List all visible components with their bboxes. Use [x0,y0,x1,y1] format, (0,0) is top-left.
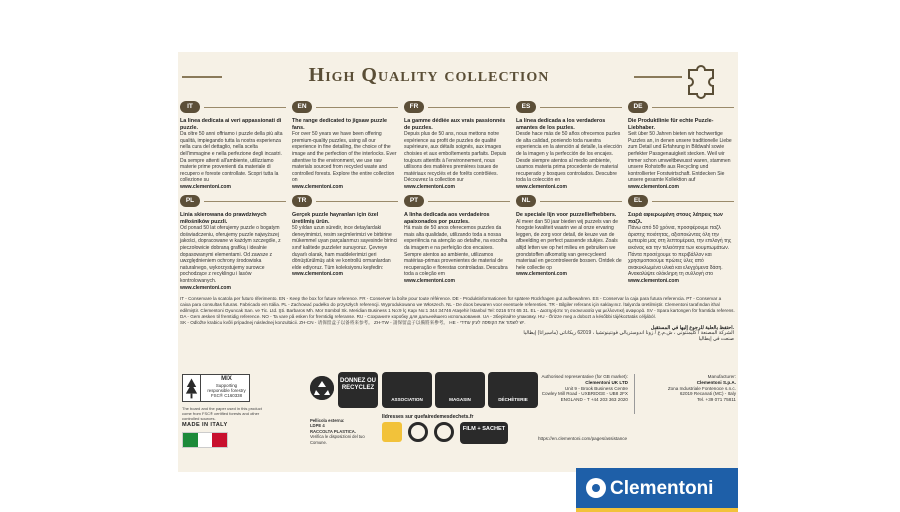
lang-block-tr [292,194,398,282]
lang-link[interactable]: www.clementoni.com [516,183,567,190]
clementoni-logo [576,468,738,512]
lang-body: Depuis plus de 50 ans, nous mettons notre expérience au profit de puzzles de qualité supérieure, aux détails soignés, aux images choisies et aux emboîtements parfaits. Depuis toujours attentifs à l'environnement, nous utilisons des matières premières issues de matériaux recyclés et de forêts contrôlées. Découvrez la collection sur [404,131,507,184]
donnez-ou-recyclez: DONNEZ OU RECYCLEZ [338,372,378,408]
sort-circle-icon [434,422,454,442]
assistance-url[interactable]: https://en.clementoni.com/pages/assistance [538,436,628,441]
lang-badge: FR [404,101,424,113]
multilingual-notice [180,296,734,343]
plastic-bin-icon [382,422,402,442]
fsc-line1: Supporting [215,382,238,388]
recycle-url[interactable]: Ildresses sur quefairedemesdechets.fr [382,414,474,420]
notice-line: SK - Odložte krabicu kvôli prípadnej následnej konzultácii. ZH-CN - 请保留盒子以备将来参考。 ZH-TW - 請保留盒子以備將來參考。 HE - יש לשמור את הקופסה לעיון עתידי. [180,319,526,325]
decheterie-label: DÉCHÈTERIE [488,372,538,408]
lang-block-es [516,100,622,188]
recycling-info [310,372,538,420]
lang-link[interactable]: www.clementoni.com [516,271,567,278]
recycle-circle-icon [408,422,428,442]
lang-body: Há mais de 50 anos oferecemos puzzles da mais alta qualidade, utilizando toda a nossa experiência na atenção ao detalhe, na escolha da imagem e na perfeição dos encaixes. Sempre atentos ao ambiente, utilizamos matérias-primas provenientes de material de recuperação e florestas controladas. Descubra toda a coleção em [404,225,508,278]
lang-link[interactable]: www.clementoni.com [292,183,343,190]
lang-body: Desde hace más de 50 años ofrecemos puzles de alta calidad, poniendo toda nuestra experiencia en la atención al detalle, la elección de la imagen y la perfección de los encajes. Desde siempre atentos al medio ambiente, usamos materia prima procedente de material recuperado y bosques controlados. Descubre toda la colección en [516,131,622,184]
notice-line: edilmiştir. Clementoni Oyuncak San. ve Tic. Ltd. Şti. Barbaros Mh. Mor Sümbül Sk. Meridian Business 1 No:9 İç Kapı No:1 344 34746 Ataşehir İstanbul Tel: 0216 574 65 31. EL - Διατηρήστε τη συσκευασία για μελλοντική αναφορά. SV - Spara kartongen för framtida referens. [180,307,735,313]
lang-link[interactable]: www.clementoni.com [180,284,231,291]
lang-link[interactable]: www.clementoni.com [180,183,231,190]
fsc-label [182,374,250,402]
lang-link[interactable]: www.clementoni.com [404,183,455,190]
lang-badge: ES [516,101,536,113]
fsc-code: FSC® C160338 [210,393,243,399]
divider [634,374,635,414]
lang-link[interactable]: www.clementoni.com [404,277,455,284]
lang-title: La gamme dédiée aux vrais passionnés de puzzles. [404,118,506,131]
lang-block-pt [404,194,510,282]
header-rule-left [182,76,222,78]
film-sachet-label: FILM + SACHET [460,422,508,444]
lang-block-de [628,100,734,188]
lang-title: A linha dedicada aos verdadeiros apaixonados por puzzles. [404,212,490,225]
lang-body: Od ponad 50 lat oferujemy puzzle o bogatym doświadczeniu, oferujemy puzzle najwyższej jakości, dopracowane w każdym szczególe, z pieczołowicie dobraną grafiką i idealnie dopasowanymi elementami. Od zawsze z uwzględnieniem ochrony środowiska naturalnego, wykorzystujemy surowce pochodzące z recyklingu i lasów kontrolowanych. [180,225,281,284]
lang-badge: IT [180,101,200,113]
recycle-arrows-icon [310,376,334,400]
header-rule-right [634,76,682,78]
language-row [180,100,734,188]
notice-line: caixa para consultas futuras. Fabricado em Itália. PL - Zachować pudełko do przyszłych referencji. Wyprodukowano we Włoszech. NL - De doos bewaren voor eventuele referenties. TR - Bilgiler referans için saklayınız. İtalya'da üretilmiştir. Clementoni tarafından ithal [180,301,720,307]
lang-link[interactable]: www.clementoni.com [628,183,679,190]
language-descriptions [180,100,734,291]
italian-flag-icon [182,432,228,448]
lang-body: Da oltre 50 anni offriamo i puzzle della più alta qualità, impiegando tutta la nostra esperienza nella cura del dettaglio, nella scelta dell'immagine e nella perfezione degli incastri. Da sempre attenti all'ambiente, utilizziamo materie prime provenienti da materiale di recupero e foreste controllate. Scopri tutta la collezione su [180,131,283,184]
lang-badge: EN [292,101,312,113]
fsc-tree-icon [183,375,201,401]
clementoni-mark-icon [586,478,606,498]
lang-link[interactable]: www.clementoni.com [292,271,343,278]
disposal-icons [310,418,540,458]
lang-block-el [628,194,734,282]
lang-block-fr [404,100,510,188]
clementoni-wordmark: Clementoni [610,478,714,499]
lang-block-nl [516,194,622,282]
notice-line: IT - Conservare la scatola per futuro riferimento. EN - Keep the box for future reference. FR - Conserver la boîte pour toute référence. DE - Produktinformationen für spätere Rückfragen gut aufbewahren. ES - Conservar la caja para futura referencia. PT - Conservar a [180,296,722,301]
notice-line-arabic: صنعت في إيطاليا [698,336,734,343]
lang-title: La línea dedicada a los verdaderos amantes de los puzles. [516,118,606,131]
association-label: ASSOCIATION [382,372,432,408]
lang-body: Al meer dan 50 jaar bieden wij puzzels van de hoogste kwaliteit waarin we al onze ervaring leggen, de zorg voor detail, de keuze van de afbeelding en perfect passende stukjes. Zoals altijd letten we op het milieu en gebruiken we grondstoffen afkomstig van gerecycleerd materiaal en gecontroleerde bossen. Ontdek de hele collectie op [516,218,622,271]
lang-link[interactable]: www.clementoni.com [628,277,679,284]
lang-title: La linea dedicata ai veri appassionati di puzzle. [180,118,282,131]
lang-badge: PT [404,195,424,207]
notice-line: DA - Gem æsken til fremtidig reference. NO - Ta vare på esken for fremtidig referanse. RU - Сохраните коробку для дальнейшего использования. UA - Зберігайте упаковку. HU - Őrizze meg a dobozt a későbbi tájékoztatás céljából. [180,313,656,319]
fsc-mix: MIX [221,376,232,383]
lang-block-it [180,100,286,188]
lang-title: Die Produktlinie für echte Puzzle-Liebhaber. [628,118,714,131]
collection-title: High Quality collection [308,64,550,86]
box-panel [178,52,738,499]
puzzle-piece-icon [683,60,723,100]
manufacturer: Manufacturer: Clementoni S.p.A. Zona Industriale Fontenoce s.n.c. 62019 Recanati (MC) - Italy Tel. +39 071 75811 [667,374,736,403]
lang-body: 50 yıldan uzun süredir, ince detaylardaki deneyimimizi, resim seçimlerimizi ve birbirine mükemmel uyan parçalarımızı sayesinde birinci sınıf kalitede puzzleler sunuyoruz. Çevreye duyarlı olarak, ham maddelerimizi geri dönüştürülmüş atık ve kontrollü ormanlardan elde ediyoruz. Tüm koleksiyonu keşfedin: [292,225,398,271]
fsc-line2: responsible forestry [207,388,246,393]
lang-badge: EL [628,195,648,207]
lang-body: Seit über 50 Jahren bieten wir hochwertige Puzzles an, in denen unsere traditionelle Liebe zum Detail und Erfahrung in Bildwahl sowie perfekter Passgenauigkeit stecken. Weil wir immer schon umweltbewusst waren, stammen unsere Rohstoffe aus Recycling und kontrollierter Forstwirtschaft. Entdecken Sie unsere gesamte Kollektion auf [628,131,732,184]
header [178,60,738,94]
policy-text: Pellicola esterna: LDPE 4 RACCOLTA PLASTICA. Verifica le disposizioni del tuo Comune. [310,418,365,445]
lang-title: Gerçek puzzle hayranları için özel üretilmiş ürün. [292,212,379,225]
lang-block-en [292,100,398,188]
made-in-italy: MADE IN ITALY [182,422,228,428]
lang-body: Πάνω από 50 χρόνια, προσφέρουμε παζλ άριστης ποιότητας, αξιοποιώντας όλη την εμπειρία μας στη λεπτομέρεια, την επιλογή της εικόνας και την τελειότητα των κουμπωμάτων. Πάντα προσέχουμε το περιβάλλον και χρησιμοποιούμε πρώτες ύλες από ανακυκλωμένα υλικά και ελεγχόμενα δάση. Ανακαλύψτε ολόκληρη τη συλλογή στο [628,225,732,278]
lang-title: The range dedicated to jigsaw puzzle fans. [292,118,387,131]
fsc-note: The board and the paper used in this product come from FSC® certified forests and other controlled sources. [182,406,262,421]
notice-line-arabic: الشركة المصنعة / كليمنتوني ، ش.م.ع / زونا اندوستريالي فونتينوتشيا ، 62019 ريكاناتي (ماسيراتا) إيطاليا [523,330,734,337]
lang-badge: NL [516,195,536,207]
lang-badge: PL [180,195,200,207]
lang-title: Linia skierowana do prawdziwych miłośników puzzli. [180,212,267,225]
lang-body: For over 50 years we have been offering premium-quality puzzles, using all our experience in fine detailing, the choice of the image and the perfection of the interlocks. Ever attentive to the environment, we use raw materials sourced from recycled waste and controlled forests. Explore the entire collection on [292,131,397,184]
magasin-label: MAGASIN [435,372,485,408]
lang-badge: DE [628,101,648,113]
language-row [180,194,734,291]
authorised-representative: Authorised representative (for GB market): Clementoni UK LTD Unit 9 - Brook Business Centre Cowley Mill Road - UXBRIDGE - UB8 2FX ENGLAND - T +44 203 363 2020 [541,374,628,403]
lang-badge: TR [292,195,312,207]
lang-title: Σειρά αφιερωμένη στους λάτρεις των παζλ. [628,212,723,225]
lang-title: De speciale lijn voor puzzelliefhebbers. [516,212,617,218]
notice-line-arabic: احتفظ بالعلبة للرجوع إليها في المستقبل. [650,324,734,331]
lang-block-pl [180,194,286,291]
